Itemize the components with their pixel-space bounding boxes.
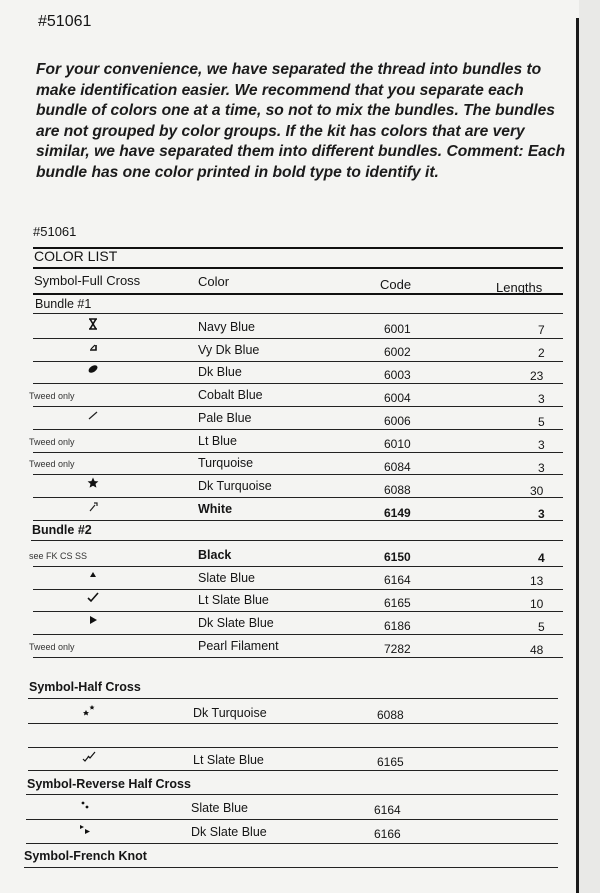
row-color-name: Lt Slate Blue [193,753,264,767]
row-code: 6149 [384,506,411,520]
row-code: 6166 [374,827,401,841]
star-icon [86,476,100,490]
small-triangle-icon [86,568,100,582]
row-rule [28,723,558,724]
row-rule [33,520,563,521]
row-code: 6150 [384,550,411,564]
row-rule [28,747,558,748]
row-rule [33,383,563,384]
bundle-2-rule [31,540,563,541]
row-note: Tweed only [29,459,75,470]
french-knot-label: Symbol-French Knot [24,849,147,863]
row-code: 6164 [384,573,411,587]
row-rule [33,361,563,362]
row-color-name: Dk Blue [198,365,242,380]
row-rule [26,843,558,844]
row-rule [33,634,563,635]
title-bottom-rule [33,267,563,269]
row-rule [33,589,563,590]
row-color-name: Navy Blue [198,320,255,334]
check-icon [86,590,100,604]
row-rule [33,566,563,567]
row-rule [33,474,563,475]
french-knot-rule [24,867,558,868]
bundle-1-label: Bundle #1 [35,297,92,311]
intro-paragraph: For your convenience, we have separated the thread into bundles to make identification easier. We recommend that you separate each bundle of colors one at a time, so not to mix the bundles. The bundles are not grouped by color groups. If the kit has colors that are very similar, we have separated them into different bundles. Comment: Each bundle has one color printed in bold type to identify it. [36,61,566,181]
row-lengths: 13 [530,574,544,589]
kit-number: #51061 [33,224,77,239]
row-rule [33,338,563,339]
row-lengths: 10 [530,597,544,612]
row-color-name: Turquoise [198,456,254,471]
row-note: see FK CS SS [29,551,88,561]
col-lengths-header: Lengths [496,280,543,295]
row-rule [33,406,563,407]
row-lengths: 3 [538,438,545,453]
row-code: 6164 [374,803,401,817]
row-code: 6003 [384,368,411,382]
bundle-1-rule [33,313,563,314]
row-color-name: Vy Dk Blue [198,342,260,357]
col-code-header: Code [380,277,412,292]
row-lengths: 30 [530,484,544,499]
row-code: 6084 [384,460,411,474]
corner-tick-icon [86,340,100,354]
row-rule [33,429,563,430]
row-note: Tweed only [29,436,75,447]
row-color-name: Slate Blue [198,570,255,585]
slash-icon [86,408,100,422]
row-color-name: Dk Slate Blue [191,825,267,839]
row-color-name: Pearl Filament [198,638,279,653]
row-rule [33,657,563,658]
row-code: 6001 [384,322,411,336]
two-dots-icon [78,798,92,812]
row-code: 6165 [384,596,411,610]
row-note: Tweed only [29,641,75,652]
row-color-name: Dk Turquoise [193,706,267,720]
half-cross-label: Symbol-Half Cross [29,680,141,694]
bundle-2-label: Bundle #2 [32,523,92,537]
row-lengths: 4 [538,551,545,565]
oval-icon [86,362,100,376]
row-color-name: Black [198,548,232,562]
row-note: Tweed only [29,391,75,402]
row-color-name: Dk Slate Blue [198,616,274,631]
double-star-icon [82,703,96,717]
row-code: 6004 [384,391,411,405]
row-color-name: Dk Turquoise [198,478,272,493]
double-arrow-icon [78,822,92,836]
document-number: #51061 [38,13,92,30]
color-list-title: COLOR LIST [34,248,118,264]
col-symbol-header: Symbol-Full Cross [34,273,141,288]
reverse-half-cross-label: Symbol-Reverse Half Cross [27,777,191,791]
row-color-name: Cobalt Blue [198,388,263,403]
row-color-name: Slate Blue [191,801,248,815]
row-color-name: Lt Slate Blue [198,593,269,608]
row-rule [33,611,563,612]
page-edge-line [576,18,579,893]
row-lengths: 7 [538,323,545,337]
row-code: 6165 [377,755,404,769]
row-code: 6088 [384,483,411,497]
row-lengths: 2 [538,346,545,361]
row-rule [33,452,563,453]
double-check-icon [82,750,96,764]
row-lengths: 3 [538,461,545,476]
row-lengths: 5 [538,415,545,430]
reverse-half-cross-rule [26,794,558,795]
row-lengths: 23 [530,369,544,384]
pin-icon [86,499,100,513]
row-rule [26,819,558,820]
row-color-name: White [198,501,233,516]
row-color-name: Pale Blue [198,410,252,425]
col-color-header: Color [198,274,230,289]
half-cross-rule [28,698,558,699]
row-code: 6088 [377,708,404,722]
row-lengths: 48 [530,643,544,658]
row-lengths: 3 [538,507,545,522]
row-code: 7282 [384,642,411,656]
row-lengths: 5 [538,620,545,635]
row-code: 6010 [384,437,411,451]
row-code: 6002 [384,345,411,359]
hourglass-icon [86,317,100,331]
row-color-name: Lt Blue [198,433,237,448]
row-lengths: 3 [538,392,545,407]
row-rule [28,770,558,771]
header-rule [33,293,563,295]
page-shadow [579,0,600,893]
row-code: 6186 [384,619,411,633]
row-code: 6006 [384,414,411,428]
arrow-right-icon [86,613,100,627]
row-rule [33,497,563,498]
